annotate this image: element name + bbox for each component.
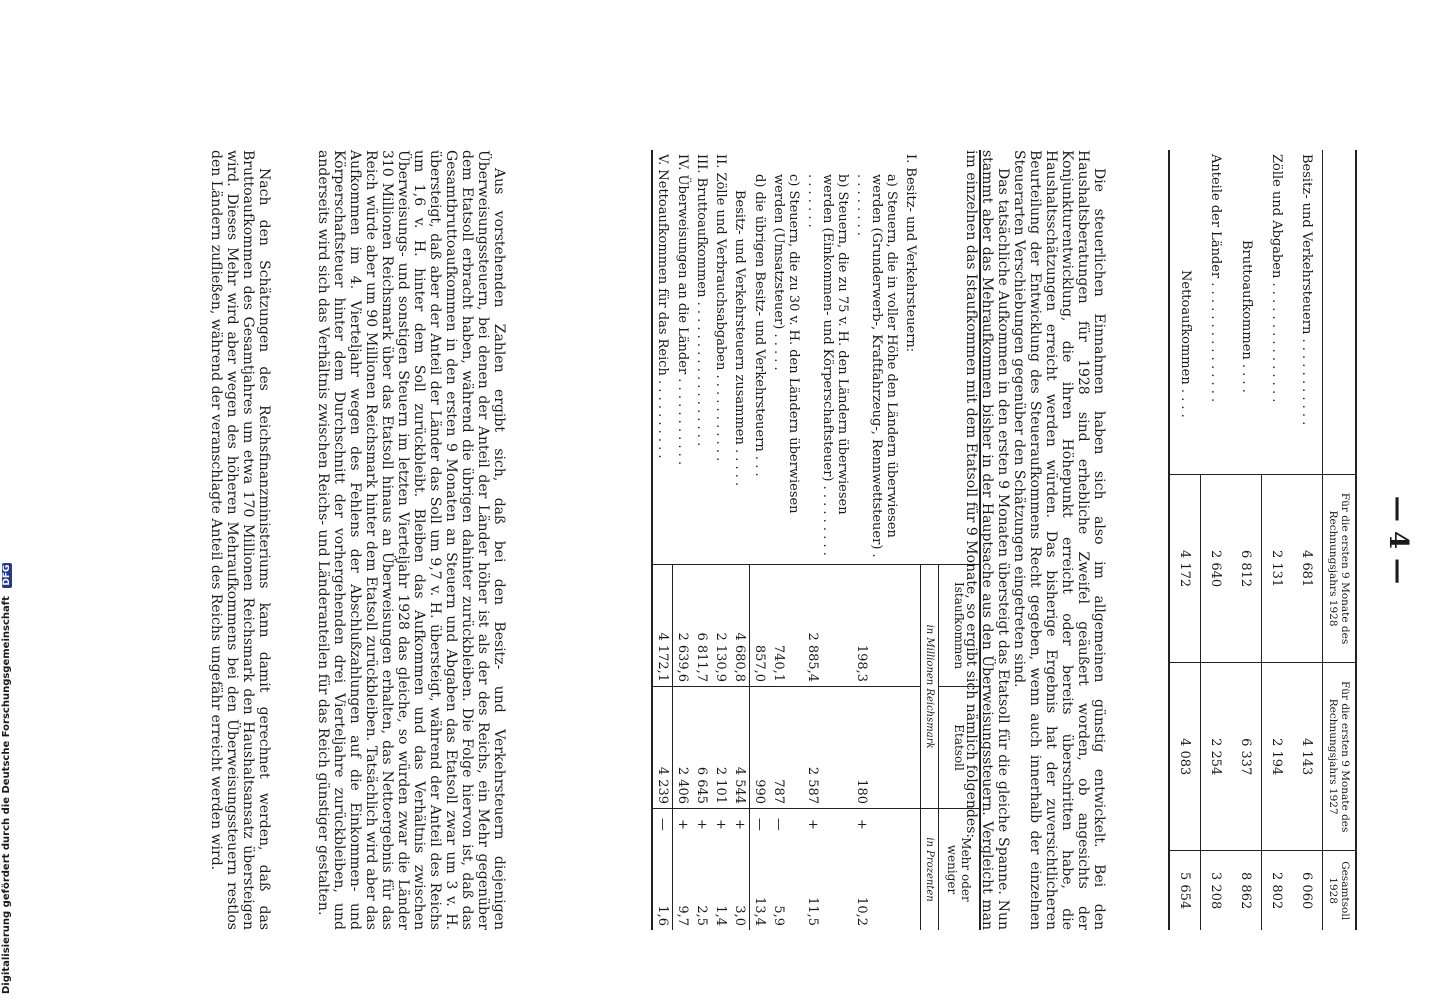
unit-millions: in Millionen Reichsmark xyxy=(921,565,939,809)
row-label: Besitz- und Verkehrsteuern zusammen . . . . . xyxy=(732,190,748,487)
cell-value: 2 131 xyxy=(1261,475,1292,663)
summary-table xyxy=(1168,150,1357,930)
paragraph-analysis: Aus vorstehenden Zahlen ergibt sich, daß bei den Besitz- und Verkehrsteuern diejenigen Überweisungssteuern, bei denen der Anteil der Länder höher ist als der des Reichs, ein Mehr gegenüber dem Etatsoll erbracht haben, während die übrigen dahinter zurückbleiben. Die Folge hiervon ist, daß das Gesamtbruttoaufkommen in den ersten 9 Monaten an Steuern und Abgaben das Etatsoll zwar um 3 v. H. übersteigt, daß aber der Anteil der Länder das Soll um 9,7 v. H. übersteigt, während der Anteil des Reichs um 1,6 v. H. hinter dem Soll zurückbleibt. Bleiben das Aufkommen und das Verhältnis zwischen Überweisungs- und sonstigen Steuern im letzten Vierteljahr 1928 das gleiche, so würden zwar die Länder 310 Millionen Reichsmark über das Etatsoll hinaus an Überweisungen erhalten, das Nettoergebnis für das Reich würde aber um 90 Millionen Reichsmark hinter dem Etatsoll zurückbleiben. Tatsächlich wird aber das Aufkommen im 4. Vierteljahr wegen des Fehlens der Abschlußzahlungen auf die Einkommen- und Körperschaftsteuer hinter dem Durchschnitt der vorhergehenden drei Vierteljahre zurückbleiben, und anderseits wird sich das Verhältnis zwischen Reichs- und Länderanteilen für das Reich günstiger gestalten. xyxy=(315,150,507,930)
paragraph-text: Das tatsächliche Aufkommen in den ersten 9 Monaten übersteigt das Etatsoll für die gleiche Spanne. Nun stammt aber das Mehraufkommen bisher in der Hauptsache aus den Überweisungssteuern. Vergleicht man im einzelnen das Istaufkommen mit dem Etatsoll für 9 Monate, so ergibt sich nämlich folgendes: xyxy=(963,150,1011,930)
cell-value: 2 194 xyxy=(1261,663,1292,851)
paragraph-text: Die steuerlichen Einnahmen haben sich also im allgemeinen günstig entwickelt. Bei den Haushaltsberatungen für 1928 sind erhebliche Zweifel geäußert worden, ob angesichts der Konjunkturentwicklung, die ihren Höhepunkt erreicht oder bereits überschritten habe, die Haushaltsschätzungen erreicht werden würden. Das bisherige Ergebnis hat der zuversichtlicheren Beurteilung der Entwicklung des Steueraufkommens Recht gegeben, wenn auch innerhalb der einzelnen Steuerarten Verschiebungen gegenüber den Schätzungen eingetreten sind. xyxy=(1011,150,1107,930)
cell-ist: 2 130,9 xyxy=(712,565,731,687)
cell-sign: + xyxy=(673,809,693,840)
table-row xyxy=(1292,150,1323,930)
row-label: Nettoaufkommen . . . . xyxy=(1169,150,1201,475)
detail-table xyxy=(652,150,982,930)
table-row xyxy=(1200,150,1231,930)
footer-text: Digitalisierung gefördert durch die Deutsche Forschungsgemeinschaft xyxy=(1,596,12,994)
row-label: d) die übrigen Besitz- und Verkehrsteuern . . . xyxy=(752,174,767,477)
col-header-etat: Etatsoll xyxy=(939,687,981,809)
cell-value: 6 060 xyxy=(1292,851,1323,930)
table-row xyxy=(693,150,712,930)
page-number: — 4 — xyxy=(1383,495,1413,585)
row-label: IV. Überweisungen an die Länder . . . . . . . . . . . xyxy=(675,154,690,466)
cell-ist: 6 811,7 xyxy=(693,565,712,687)
cell-ist xyxy=(902,565,921,687)
cell-etat: 990 xyxy=(750,687,770,809)
footer-strip xyxy=(0,0,20,1000)
dfg-logo-icon: DFG xyxy=(2,564,12,586)
table-row xyxy=(712,150,731,930)
paragraph-conclusion: Nach den Schätzungen des Reichsfinanzministeriums kann damit gerechnet werden, daß das Bruttoaufkommen des Gesamtjahres um etwa 170 Millionen Reichsmark den Haushaltsansatz übersteigen wird. Dieses Mehr wird aber wegen des höheren Mehraufkommens bei den Überweisungssteuern restlos den Ländern zufließen, während der veranschlagte Anteil des Reichs ungefähr erreicht werden wird. xyxy=(208,150,272,930)
cell-pct: 5,9 xyxy=(771,905,787,926)
row-label: III. Bruttoaufkommen . . . . . . . . . . . . . . . . . . xyxy=(694,154,710,447)
cell-sign: + xyxy=(712,809,731,840)
col-header-mehr: Mehr oder weniger xyxy=(939,809,981,930)
cell-pct: 3,0 xyxy=(731,840,751,930)
cell-value: 3 208 xyxy=(1200,851,1231,930)
cell-etat: 4 239 xyxy=(653,687,674,809)
cell-value: 4 143 xyxy=(1292,663,1323,851)
table-row xyxy=(731,150,751,930)
cell-etat: 2 587 xyxy=(804,687,853,809)
cell-etat: 787 xyxy=(770,687,804,809)
rotated-page xyxy=(77,150,1413,930)
table-row xyxy=(804,150,853,930)
cell-sign: + xyxy=(804,809,853,840)
cell-value: 4 681 xyxy=(1292,475,1323,663)
table-row xyxy=(1261,150,1292,930)
cell-ist: 198,3 xyxy=(853,565,902,687)
table-row xyxy=(653,150,674,930)
cell-etat: 180 xyxy=(853,687,902,809)
cell-sign: — xyxy=(750,809,770,840)
table-row xyxy=(853,150,902,930)
cell-pct: 13,4 xyxy=(752,897,768,926)
cell-ist: 4 680,8 xyxy=(731,565,751,687)
unit-percent: in Prozenten xyxy=(921,809,939,930)
table-row xyxy=(902,150,921,930)
cell-ist: 740,1 xyxy=(770,565,804,687)
cell-sign: + xyxy=(731,809,751,840)
row-label: V. Nettoaufkommen für das Reich . . . . . . . . . . xyxy=(653,150,674,565)
table-row xyxy=(1231,150,1262,930)
cell-ist: 2 885,4 xyxy=(804,565,853,687)
cell-value: 6 337 xyxy=(1231,663,1262,851)
table-row xyxy=(1169,150,1201,930)
col-header-ist: Istaufkommen xyxy=(939,565,981,687)
footer-credit xyxy=(1,564,12,994)
cell-etat: 4 544 xyxy=(731,687,751,809)
table-row xyxy=(770,150,804,930)
col-header-gesamtsoll: Gesamtsoll 1928 xyxy=(1322,851,1356,930)
cell-value: 6 812 xyxy=(1231,475,1262,663)
cell-ist: 857,0 xyxy=(750,565,770,687)
cell-pct: 10,2 xyxy=(854,897,870,926)
cell-value: 2 802 xyxy=(1261,851,1292,930)
cell-etat xyxy=(902,687,921,809)
cell-etat: 2 101 xyxy=(712,687,731,809)
cell-pct: 9,7 xyxy=(675,905,691,926)
col-header-1927-9m: Für die ersten 9 Monate des Rechnungsjahrs 1927 xyxy=(1322,663,1356,851)
cell-value: 2 254 xyxy=(1200,663,1231,851)
paragraph-intro xyxy=(963,150,1107,930)
col-header-1928-9m: Für die ersten 9 Monate des Rechnungsjahrs 1928 xyxy=(1322,475,1356,663)
row-label: c) Steuern, die zu 30 v. H. den Ländern überwiesen werden (Umsatzsteuer) . . . . . xyxy=(771,174,802,514)
cell-value: 4 083 xyxy=(1169,663,1201,851)
cell-value: 4 172 xyxy=(1169,475,1201,663)
cell-ist: 2 639,6 xyxy=(673,565,693,687)
cell-pct xyxy=(902,840,921,930)
cell-ist: 4 172,1 xyxy=(653,565,674,687)
row-label: Zölle und Abgaben . . . . . . . . . . . . . . . xyxy=(1269,154,1285,403)
cell-etat: 6 645 xyxy=(693,687,712,809)
row-label: I. Besitz- und Verkehrsteuern: xyxy=(903,154,919,353)
cell-value: 2 640 xyxy=(1200,475,1231,663)
cell-sign: + xyxy=(693,809,712,840)
row-label: II. Zölle und Verbrauchsabgaben . . . . . . . . . . . xyxy=(713,154,729,462)
row-label: Anteile der Länder . . . . . . . . . . . . . . . xyxy=(1208,154,1224,403)
row-label: b) Steuern, die zu 75 v. H. den Ländern überwiesen werden (Einkommen- und Körperschaftsteuer) . . . . . . . . . . . . . . . . xyxy=(805,174,851,556)
cell-sign xyxy=(902,809,921,840)
cell-pct: 11,5 xyxy=(805,897,821,926)
row-label: a) Steuern, die in voller Höhe den Ländern überwiesen werden (Grunderwerb-, Kraftfahrzeug-, Rennwettsteuer) . . . . . . . . . xyxy=(854,174,900,558)
cell-value: 8 862 xyxy=(1231,851,1262,930)
cell-sign: — xyxy=(653,809,674,840)
cell-pct: 1,4 xyxy=(713,905,729,926)
table-row xyxy=(750,150,770,930)
cell-sign: + xyxy=(853,809,902,840)
cell-pct: 1,6 xyxy=(653,840,674,930)
table-row xyxy=(673,150,693,930)
cell-pct: 2,5 xyxy=(694,905,710,926)
cell-etat: 2 406 xyxy=(673,687,693,809)
cell-value: 5 654 xyxy=(1169,851,1201,930)
row-label: Bruttoaufkommen . . . . xyxy=(1238,240,1254,393)
row-label: Besitz- und Verkehrsteuern . . . . . . . . . . . xyxy=(1299,154,1315,426)
cell-sign: — xyxy=(770,809,804,840)
